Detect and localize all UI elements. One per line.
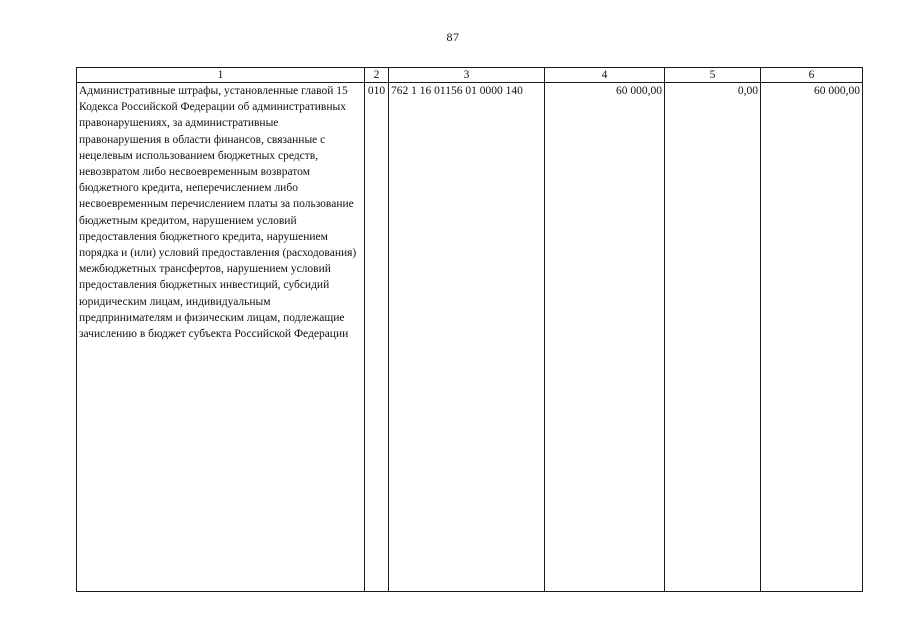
- column-header-1: 1: [77, 68, 365, 83]
- table-header-row: [77, 68, 863, 83]
- page-number: 87: [446, 30, 460, 44]
- budget-classification-code-cell: 762 1 16 01156 01 0000 140: [389, 83, 545, 592]
- amount-column-4-cell: 60 000,00: [545, 83, 665, 592]
- column-header-2: 2: [365, 68, 389, 83]
- revenue-name-cell: Административные штрафы, установленные главой 15 Кодекса Российской Федерации об административных правонарушениях, за административные правонарушения в области финансов, связанные с нецелевым использованием бюджетных средств, невозвратом либо несвоевременным возвратом бюджетного кредита, неперечислением либо несвоевременным перечислением платы за пользование бюджетным кредитом, нарушением условий предоставления бюджетного кредита, нарушением порядка и (или) условий предоставления (расходования) межбюджетных трансфертов, нарушением условий предоставления бюджетных инвестиций, субсидий юридическим лицам, индивидуальным предпринимателям и физическим лицам, подлежащие зачислению в бюджет субъекта Российской Федерации: [77, 83, 365, 592]
- column-header-5: 5: [665, 68, 761, 83]
- column-header-4: 4: [545, 68, 665, 83]
- table-row: [77, 83, 863, 592]
- budget-table: [76, 67, 863, 592]
- line-code-cell: 010: [365, 83, 389, 592]
- amount-column-5-cell: 0,00: [665, 83, 761, 592]
- amount-column-6-cell: 60 000,00: [761, 83, 863, 592]
- column-header-6: 6: [761, 68, 863, 83]
- column-header-3: 3: [389, 68, 545, 83]
